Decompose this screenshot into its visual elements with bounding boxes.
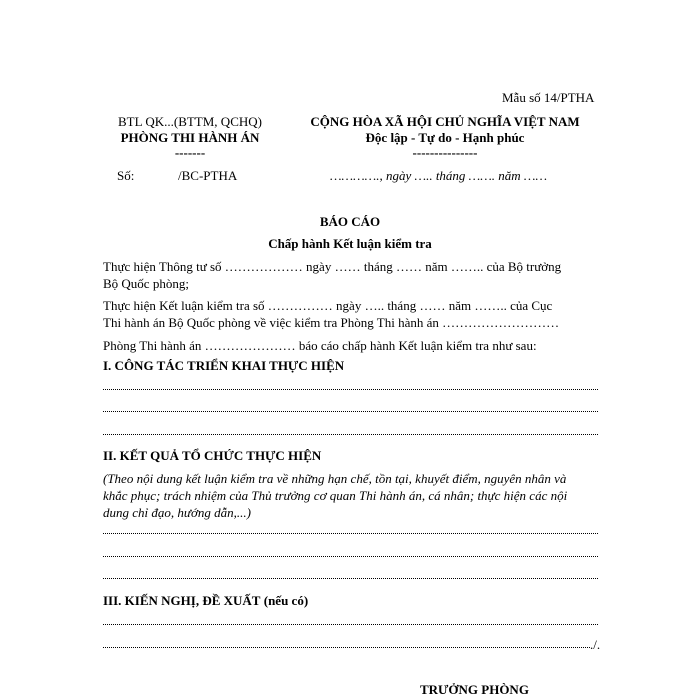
intro-p2-line2: Thi hành án Bộ Quốc phòng về việc kiểm tra Phòng Thi hành án ……………………… xyxy=(103,315,560,330)
section-3-heading xyxy=(103,593,308,609)
document-number-label: Số: xyxy=(117,168,135,183)
blank-line[interactable] xyxy=(103,555,598,557)
blank-line[interactable] xyxy=(103,433,598,435)
intro-p3-line1: Phòng Thi hành án ………………… báo cáo chấp hành Kết luận kiểm tra như sau: xyxy=(103,338,537,353)
national-header xyxy=(290,114,600,161)
intro-paragraph-1 xyxy=(103,258,598,292)
section-2-note-line2: khắc phục; trách nhiệm của Thủ trưởng cơ quan Thi hành án, cá nhân; thực hiện các nội xyxy=(103,488,568,503)
section-1-heading: I. CÔNG TÁC TRIỂN KHAI THỰC HIỆN xyxy=(103,358,345,373)
intro-paragraph-3 xyxy=(103,337,598,354)
end-mark: ./. xyxy=(590,637,601,652)
blank-line[interactable] xyxy=(103,410,598,412)
agency-header xyxy=(100,114,280,161)
form-number: Mẫu số 14/PTHA xyxy=(502,90,595,105)
intro-p1-line1: Thực hiện Thông tư số ……………… ngày …… tháng …… năm …….. của Bộ trưởng xyxy=(103,259,562,274)
section-2-heading: II. KẾT QUẢ TỔ CHỨC THỰC HIỆN xyxy=(103,448,322,463)
document-subtitle: Chấp hành Kết luận kiểm tra xyxy=(268,236,432,251)
section-2-note-line3: dung chỉ đạo, hướng dẫn,...) xyxy=(103,505,251,520)
signature-title: TRƯỞNG PHÒNG xyxy=(420,682,529,697)
blank-line[interactable] xyxy=(103,577,598,579)
document-number-code: /BC-PTHA xyxy=(178,168,238,183)
intro-p1-line2: Bộ Quốc phòng; xyxy=(103,276,189,291)
section-3-heading-suffix: (nếu có) xyxy=(263,593,309,608)
intro-p2-line1: Thực hiện Kết luận kiểm tra số …………… ngày ….. tháng …… năm …….. của Cục xyxy=(103,298,553,313)
motto-divider: --------------- xyxy=(412,145,478,161)
motto: Độc lập - Tự do - Hạnh phúc xyxy=(365,129,525,145)
date-line: …………., ngày ….. tháng ……. năm …… xyxy=(330,168,548,183)
document-title: BÁO CÁO xyxy=(319,214,381,229)
blank-line[interactable] xyxy=(103,532,598,534)
department-name: PHÒNG THI HÀNH ÁN xyxy=(120,129,260,145)
agency-name: BTL QK...(BTTM, QCHQ) xyxy=(118,114,262,129)
blank-line[interactable] xyxy=(103,388,598,390)
section-2-note xyxy=(103,470,598,521)
intro-paragraph-2 xyxy=(103,297,598,331)
section-2-note-line1: (Theo nội dung kết luận kiểm tra về những hạn chế, tồn tại, khuyết điểm, nguyên nhân và xyxy=(103,471,567,486)
blank-line[interactable] xyxy=(103,623,598,625)
section-3-heading-text: III. KIẾN NGHỊ, ĐỀ XUẤT xyxy=(103,593,261,608)
agency-divider: ------- xyxy=(174,145,206,161)
country-name: CỘNG HÒA XÃ HỘI CHỦ NGHĨA VIỆT NAM xyxy=(310,114,580,129)
blank-line[interactable] xyxy=(103,646,590,648)
